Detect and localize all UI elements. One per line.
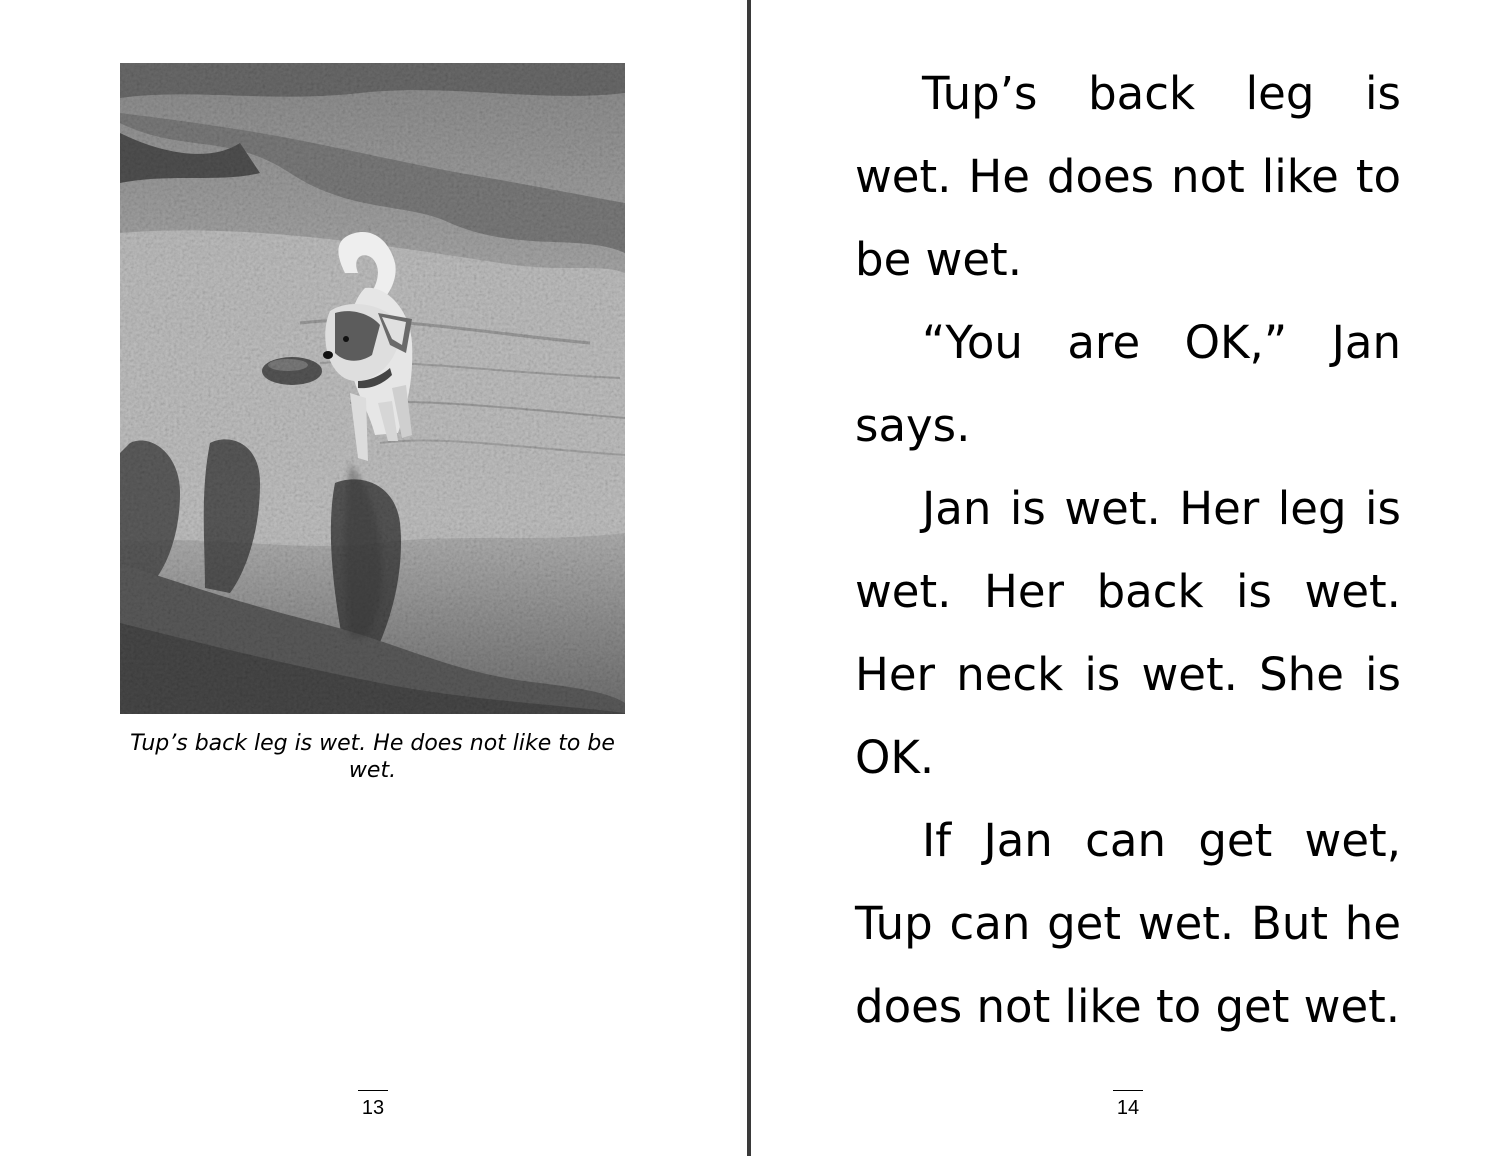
paragraph: If Jan can get wet, Tup can get wet. But he does not like to get wet. bbox=[855, 814, 1401, 1033]
left-page bbox=[0, 0, 747, 1156]
page-number-left: 13 bbox=[358, 1090, 388, 1119]
story-text bbox=[855, 52, 1401, 1048]
right-page bbox=[751, 0, 1500, 1156]
page-number-right: 14 bbox=[1113, 1090, 1143, 1119]
photo-caption: Tup’s back leg is wet. He does not like to be wet. bbox=[130, 731, 615, 783]
dog-in-stream-photo bbox=[120, 63, 625, 714]
paragraph: Jan is wet. Her leg is wet. Her back is wet. Her neck is wet. She is OK. bbox=[855, 482, 1401, 784]
paragraph: Tup’s back leg is wet. He does not like to be wet. bbox=[855, 67, 1401, 286]
paragraph: “You are OK,” Jan says. bbox=[855, 316, 1401, 452]
